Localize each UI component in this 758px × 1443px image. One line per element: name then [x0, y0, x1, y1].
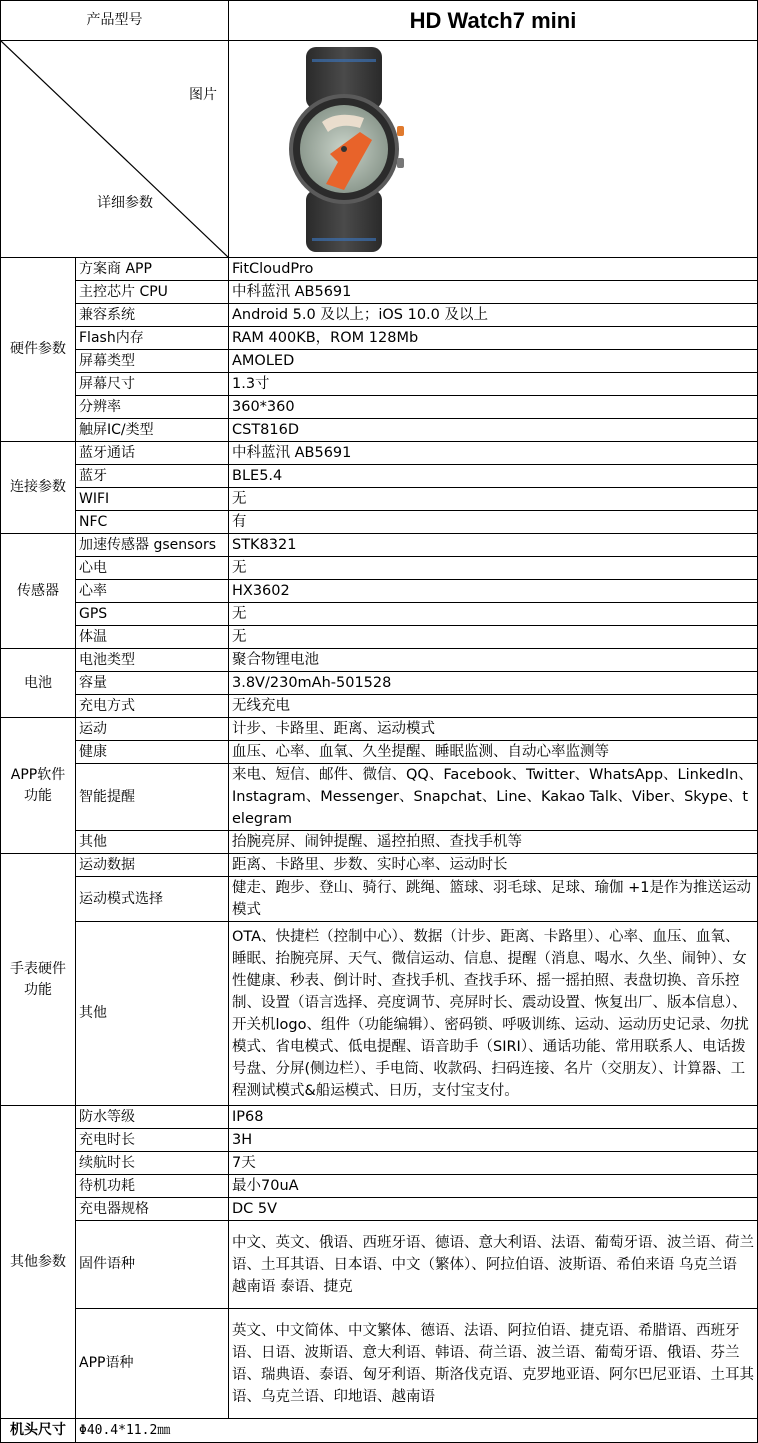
section-category: 传感器	[1, 534, 76, 649]
spec-row	[1, 649, 758, 672]
spec-row	[1, 1221, 758, 1309]
spec-row	[1, 1152, 758, 1175]
spec-row	[1, 695, 758, 718]
footer-row	[1, 1419, 758, 1443]
section-category: 电池	[1, 649, 76, 718]
spec-label: WIFI	[76, 488, 229, 511]
spec-label: 心电	[76, 557, 229, 580]
spec-label: 分辨率	[76, 396, 229, 419]
spec-row	[1, 1309, 758, 1419]
head-size-value: Φ40.4*11.2㎜	[76, 1419, 758, 1443]
spec-row	[1, 1106, 758, 1129]
spec-value: IP68	[229, 1106, 758, 1129]
spec-label: APP语种	[76, 1309, 229, 1419]
head-size-label: 机头尺寸	[1, 1419, 76, 1443]
spec-label: 其他	[76, 922, 229, 1106]
spec-value: 健走、跑步、登山、骑行、跳绳、篮球、羽毛球、足球、瑜伽 +1是作为推送运动模式	[229, 877, 758, 922]
spec-value: 有	[229, 511, 758, 534]
spec-label: 屏幕类型	[76, 350, 229, 373]
spec-value: 抬腕亮屏、闹钟提醒、遥控拍照、查找手机等	[229, 831, 758, 854]
spec-row	[1, 258, 758, 281]
section-category: APP软件功能	[1, 718, 76, 854]
spec-value: Android 5.0 及以上；iOS 10.0 及以上	[229, 304, 758, 327]
section-category: 其他参数	[1, 1106, 76, 1419]
spec-row	[1, 1175, 758, 1198]
spec-row	[1, 373, 758, 396]
spec-label: 固件语种	[76, 1221, 229, 1309]
spec-row	[1, 718, 758, 741]
spec-label: 方案商 APP	[76, 258, 229, 281]
spec-row	[1, 854, 758, 877]
spec-value: 360*360	[229, 396, 758, 419]
section-category: 手表硬件功能	[1, 854, 76, 1106]
spec-label: NFC	[76, 511, 229, 534]
spec-value: 7天	[229, 1152, 758, 1175]
spec-label: 续航时长	[76, 1152, 229, 1175]
spec-value: 最小70uA	[229, 1175, 758, 1198]
diagonal-line	[1, 41, 229, 258]
spec-label: GPS	[76, 603, 229, 626]
spec-value: RAM 400KB，ROM 128Mb	[229, 327, 758, 350]
spec-row	[1, 304, 758, 327]
spec-label: 心率	[76, 580, 229, 603]
spec-row	[1, 511, 758, 534]
spec-label: 屏幕尺寸	[76, 373, 229, 396]
spec-label: 运动	[76, 718, 229, 741]
spec-label: 智能提醒	[76, 764, 229, 831]
spec-label: 防水等级	[76, 1106, 229, 1129]
spec-row	[1, 327, 758, 350]
spec-row	[1, 396, 758, 419]
spec-value: 来电、短信、邮件、微信、QQ、Facebook、Twitter、WhatsApp、LinkedIn、Instagram、Messenger、Snapchat、Line、Kakao Talk、Viber、Skype、telegram	[229, 764, 758, 831]
spec-label: 兼容系统	[76, 304, 229, 327]
spec-label: 电池类型	[76, 649, 229, 672]
spec-value: 无线充电	[229, 695, 758, 718]
spec-row	[1, 281, 758, 304]
spec-label: 充电器规格	[76, 1198, 229, 1221]
spec-row	[1, 580, 758, 603]
spec-label: 健康	[76, 741, 229, 764]
spec-value: 无	[229, 557, 758, 580]
details-label: 详细参数	[97, 195, 153, 211]
picture-label: 图片	[189, 87, 217, 103]
smartwatch-image	[264, 44, 424, 254]
spec-row	[1, 350, 758, 373]
spec-row	[1, 1129, 758, 1152]
spec-row	[1, 534, 758, 557]
header-row	[1, 1, 758, 41]
spec-value: 无	[229, 488, 758, 511]
spec-value: 中文、英文、俄语、西班牙语、德语、意大利语、法语、葡萄牙语、波兰语、荷兰语、土耳其语、日本语、中文（繁体）、阿拉伯语、波斯语、希伯来语 乌克兰语 越南语 泰语、捷克	[229, 1221, 758, 1309]
spec-value: 无	[229, 603, 758, 626]
spec-label: 主控芯片 CPU	[76, 281, 229, 304]
spec-row	[1, 831, 758, 854]
spec-label: 体温	[76, 626, 229, 649]
spec-value: 距离、卡路里、步数、实时心率、运动时长	[229, 854, 758, 877]
spec-label: 充电时长	[76, 1129, 229, 1152]
spec-value: CST816D	[229, 419, 758, 442]
spec-label: 蓝牙	[76, 465, 229, 488]
spec-value: 中科蓝汛 AB5691	[229, 442, 758, 465]
model-label: 产品型号	[1, 1, 229, 41]
spec-label: 触屏IC/类型	[76, 419, 229, 442]
spec-value: 血压、心率、血氧、久坐提醒、睡眠监测、自动心率监测等	[229, 741, 758, 764]
spec-value: 1.3寸	[229, 373, 758, 396]
model-title: HD Watch7 mini	[229, 1, 758, 41]
spec-label: Flash内存	[76, 327, 229, 350]
spec-value: STK8321	[229, 534, 758, 557]
spec-value: 计步、卡路里、距离、运动模式	[229, 718, 758, 741]
diagonal-header-cell	[1, 41, 229, 258]
image-row	[1, 41, 758, 258]
spec-value: 无	[229, 626, 758, 649]
section-category: 硬件参数	[1, 258, 76, 442]
product-image-cell	[229, 41, 758, 258]
spec-value: 中科蓝汛 AB5691	[229, 281, 758, 304]
spec-row	[1, 922, 758, 1106]
spec-value: 英文、中文简体、中文繁体、德语、法语、阿拉伯语、捷克语、希腊语、西班牙语、日语、波斯语、意大利语、韩语、荷兰语、波兰语、葡萄牙语、俄语、芬兰语、瑞典语、泰语、匈牙利语、斯洛伐克语、克罗地亚语、阿尔巴尼亚语、土耳其语、乌克兰语、印地语、越南语	[229, 1309, 758, 1419]
spec-value: FitCloudPro	[229, 258, 758, 281]
spec-row	[1, 488, 758, 511]
spec-row	[1, 626, 758, 649]
spec-value: OTA、快捷栏（控制中心）、数据（计步、距离、卡路里）、心率、血压、血氧、睡眠、抬腕亮屏、天气、微信运动、信息、提醒（消息、喝水、久坐、闹钟）、女性健康、秒表、倒计时、查找手机、查找手环、摇一摇拍照、表盘切换、音乐控制、设置（语言选择、亮度调节、亮屏时长、震动设置、恢复出厂、版本信息）、开关机logo、组件（功能编辑）、密码锁、呼吸训练、运动、运动历史记录、勿扰模式、省电模式、低电提醒、语音助手（SIRI）、通话功能、常用联系人、电话拨号盘、分屏(侧边栏）、手电筒、收款码、扫码连接、名片（交朋友）、计算器、工程测试模式&船运模式、日历，支付宝支付。	[229, 922, 758, 1106]
spec-label: 蓝牙通话	[76, 442, 229, 465]
spec-row	[1, 419, 758, 442]
spec-row	[1, 1198, 758, 1221]
spec-value: AMOLED	[229, 350, 758, 373]
spec-label: 容量	[76, 672, 229, 695]
spec-value: HX3602	[229, 580, 758, 603]
spec-label: 加速传感器 gsensors	[76, 534, 229, 557]
spec-label: 待机功耗	[76, 1175, 229, 1198]
spec-label: 运动数据	[76, 854, 229, 877]
spec-value: 3.8V/230mAh-501528	[229, 672, 758, 695]
spec-row	[1, 465, 758, 488]
section-category: 连接参数	[1, 442, 76, 534]
spec-value: 3H	[229, 1129, 758, 1152]
spec-row	[1, 442, 758, 465]
spec-row	[1, 672, 758, 695]
spec-label: 其他	[76, 831, 229, 854]
spec-value: 聚合物锂电池	[229, 649, 758, 672]
spec-row	[1, 557, 758, 580]
spec-label: 运动模式选择	[76, 877, 229, 922]
spec-row	[1, 764, 758, 831]
spec-row	[1, 877, 758, 922]
spec-value: DC 5V	[229, 1198, 758, 1221]
spec-row	[1, 603, 758, 626]
spec-row	[1, 741, 758, 764]
spec-label: 充电方式	[76, 695, 229, 718]
spec-value: BLE5.4	[229, 465, 758, 488]
